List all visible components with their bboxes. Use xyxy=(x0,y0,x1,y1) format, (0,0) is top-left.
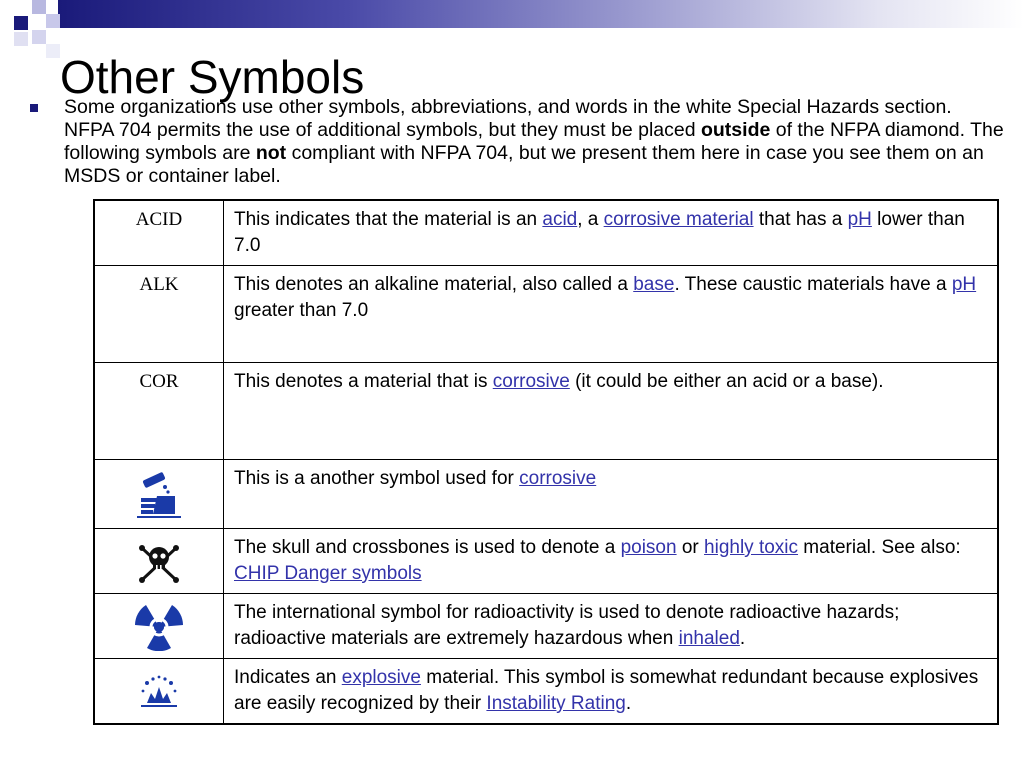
desc-text: , a xyxy=(577,209,604,230)
description-corrosive-icon xyxy=(224,460,999,529)
table-row-alk xyxy=(94,266,998,363)
deco-square xyxy=(46,14,60,28)
intro-paragraph xyxy=(64,96,1004,188)
intro-bold-outside: outside xyxy=(700,119,771,141)
desc-text: or xyxy=(676,537,705,558)
symbol-explosive-cell xyxy=(94,659,224,725)
desc-text: The skull and crossbones is used to denote a xyxy=(234,537,621,558)
table-row-radioactive xyxy=(94,594,998,659)
table-row-corrosive-icon xyxy=(94,460,998,529)
symbol-alk: ALK xyxy=(94,266,224,363)
link-chip-danger-symbols[interactable]: CHIP Danger symbols xyxy=(234,563,422,584)
desc-text: Indicates an xyxy=(234,667,342,688)
link-corrosive-material[interactable]: corrosive material xyxy=(603,209,754,230)
description-alk xyxy=(224,266,999,363)
table-row-cor xyxy=(94,363,998,460)
desc-text: . These caustic materials have a xyxy=(674,274,952,295)
desc-text: This indicates that the material is an xyxy=(234,209,543,230)
intro-bold-not: not xyxy=(255,142,287,164)
link-instability-rating[interactable]: Instability Rating xyxy=(486,693,626,714)
desc-text: This is a another symbol used for xyxy=(234,468,520,489)
desc-text: This denotes a material that is xyxy=(234,371,493,392)
link-poison[interactable]: poison xyxy=(620,537,677,558)
deco-square xyxy=(46,44,60,58)
symbol-radiation-cell xyxy=(94,594,224,659)
desc-text: lower than 7.0 xyxy=(234,209,965,256)
desc-text: . xyxy=(739,628,746,649)
explosive-icon xyxy=(139,673,179,709)
radiation-icon xyxy=(132,601,186,651)
desc-text: material. See also: xyxy=(798,537,961,558)
bullet-square-icon xyxy=(30,104,38,112)
table-row-explosive xyxy=(94,659,998,725)
desc-text: that has a xyxy=(753,209,848,230)
table-row-poison xyxy=(94,529,998,594)
link-base[interactable]: base xyxy=(633,274,675,295)
intro-text: of the NFPA diamond. The following symbols are xyxy=(64,119,1004,164)
intro-text: Some organizations use other symbols, abbreviations, and words in the white Special Hazards section. NFPA 704 permits the use of additional symbols, but they must be placed xyxy=(64,96,952,141)
symbols-table xyxy=(93,199,999,725)
desc-text: greater than 7.0 xyxy=(234,300,369,321)
link-ph[interactable]: pH xyxy=(951,274,977,295)
desc-text: (it could be either an acid or a base). xyxy=(569,371,884,392)
skull-crossbones-icon xyxy=(137,539,181,583)
corrosive-icon xyxy=(135,470,183,518)
description-radioactive xyxy=(224,594,999,659)
symbol-poison-cell xyxy=(94,529,224,594)
symbol-corrosive-cell xyxy=(94,460,224,529)
link-corrosive[interactable]: corrosive xyxy=(519,468,597,489)
desc-text: material. This symbol is somewhat redundant because explosives are easily recognized by their xyxy=(234,667,979,714)
deco-square xyxy=(14,16,28,30)
link-ph[interactable]: pH xyxy=(847,209,872,230)
table-row-acid xyxy=(94,200,998,266)
symbol-cor: COR xyxy=(94,363,224,460)
link-inhaled[interactable]: inhaled xyxy=(678,628,740,649)
link-acid[interactable]: acid xyxy=(542,209,578,230)
deco-square xyxy=(14,32,28,46)
intro-text: compliant with NFPA 704, but we present them here in case you see them on an MSDS or container label. xyxy=(64,142,984,187)
slide-title: Other Symbols xyxy=(60,51,365,103)
desc-text: The international symbol for radioactivity is used to denote radioactive hazards; radioactive materials are extremely hazardous when xyxy=(234,602,900,649)
link-explosive[interactable]: explosive xyxy=(341,667,421,688)
link-highly-toxic[interactable]: highly toxic xyxy=(704,537,799,558)
header-gradient-bar xyxy=(58,0,1024,28)
link-corrosive[interactable]: corrosive xyxy=(492,371,570,392)
deco-square xyxy=(32,30,46,44)
desc-text: This denotes an alkaline material, also called a xyxy=(234,274,634,295)
description-acid xyxy=(224,200,999,266)
description-cor xyxy=(224,363,999,460)
deco-square xyxy=(32,0,46,14)
symbol-acid: ACID xyxy=(94,200,224,266)
description-explosive xyxy=(224,659,999,725)
desc-text: . xyxy=(625,693,632,714)
description-poison xyxy=(224,529,999,594)
